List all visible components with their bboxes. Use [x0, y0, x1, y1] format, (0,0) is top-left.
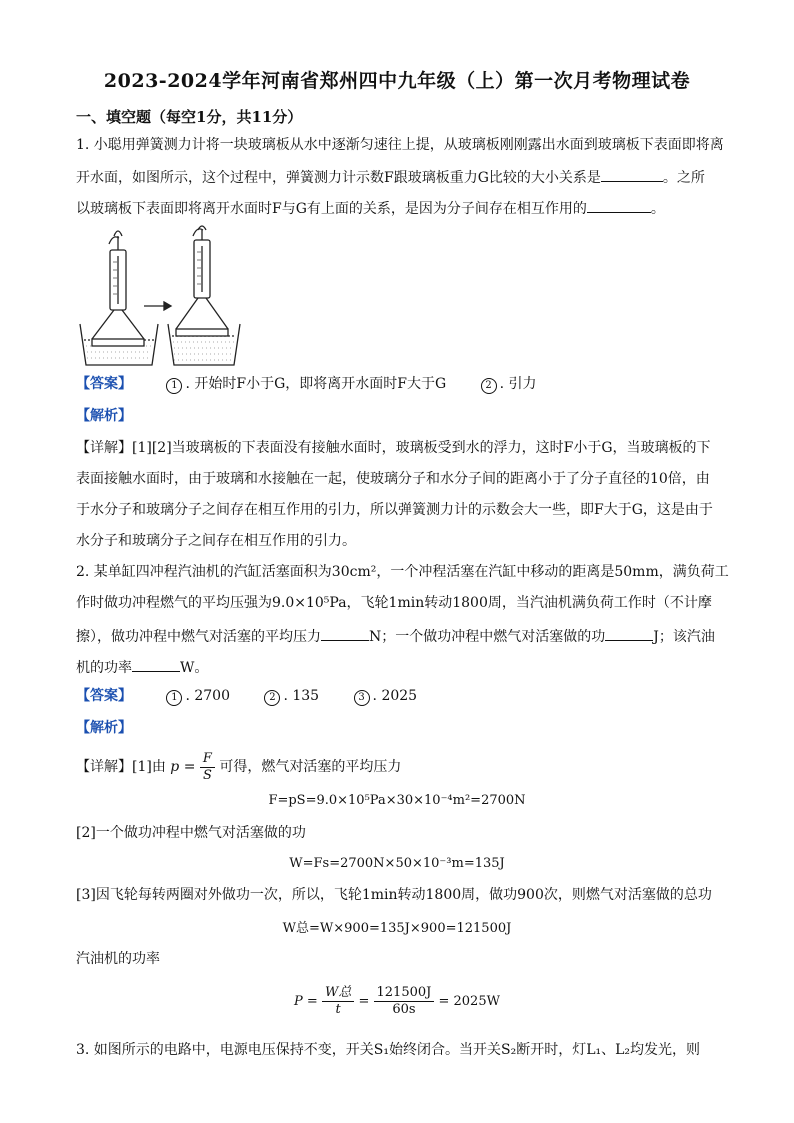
circle-number: 1 — [166, 690, 182, 706]
q2-text: J；该汽油 — [653, 629, 715, 645]
q1-detail-3: 于水分子和玻璃分子之间存在相互作用的引力，所以弹簧测力计的示数会大一些，即F大于G，这是由于 — [76, 502, 713, 518]
q1-line-2 — [76, 165, 705, 188]
equation-4: P = $\frac{\text{W总}}{t}$ = $\frac{121500J}{60s}$ = 2025W — [294, 985, 500, 1017]
q2-text: 可得，燃气对活塞的平均压力 — [219, 759, 402, 775]
q2-answer: 【答案】 1 . 2700 2 . 135 3 . 2025 — [76, 688, 418, 704]
circle-number: 2 — [264, 690, 280, 706]
right-beaker — [168, 226, 240, 365]
circle-number: 1 — [166, 378, 182, 394]
q1-detail-4: 水分子和玻璃分子之间存在相互作用的引力。 — [76, 533, 356, 549]
q1-text: 以玻璃板下表面即将离开水面时F与G有上面的关系，是因为分子间存在相互作用的 — [76, 201, 587, 217]
fraction-w-over-t — [322, 985, 354, 1018]
frac-num: 121500J — [374, 985, 435, 1002]
q2-text: 机的功率 — [76, 660, 132, 676]
answer-label: 【答案】 — [76, 376, 132, 392]
formula-p: p = — [170, 759, 196, 775]
q2-text: 擦），做功冲程中燃气对活塞的平均压力 — [76, 629, 321, 645]
fraction-f-over-s — [200, 751, 215, 784]
answer-blank[interactable] — [601, 165, 663, 182]
answer-blank[interactable] — [321, 624, 369, 641]
q3-line-1: 3. 如图所示的电路中，电源电压保持不变，开关S₁始终闭合。当开关S₂断开时，灯L₁、L₂均发光，则 — [76, 1042, 701, 1058]
frac-den: t — [335, 1002, 341, 1017]
q1-detail-2: 表面接触水面时，由于玻璃和水接触在一起，使玻璃分子和水分子间的距离小于了分子直径的10倍，由 — [76, 471, 710, 487]
q2-line-3 — [76, 624, 715, 647]
frac-den: 60s — [392, 1002, 416, 1017]
q2-detail-3: [3]因飞轮每转两圈对外做功一次，所以，飞轮1min转动1800周，做功900次，则燃气对活塞做的总功 — [76, 887, 712, 903]
q2-line-1: 2. 某单缸四冲程汽油机的汽缸活塞面积为30cm²，一个冲程活塞在汽缸中移动的距离是50mm，满负荷工 — [76, 564, 729, 580]
answer-2: 135 — [292, 688, 320, 704]
q2-line-4 — [76, 655, 208, 678]
q2-text: W。 — [180, 660, 209, 676]
fraction-values — [374, 985, 435, 1018]
q1-line-3 — [76, 196, 665, 219]
circle-number: 3 — [354, 690, 370, 706]
formula-p: P = — [294, 994, 318, 1009]
circle-number: 2 — [481, 378, 497, 394]
q1-detail-1: 【详解】[1][2]当玻璃板的下表面没有接触水面时，玻璃板受到水的浮力，这时F小于G，当玻璃板的下 — [76, 440, 711, 456]
q1-text: 。之所 — [662, 170, 705, 186]
arrow-right-icon — [144, 302, 171, 310]
equation-result: = 2025W — [438, 994, 500, 1009]
q2-text: 【详解】[1]由 — [76, 759, 166, 775]
answer-3: 2025 — [381, 688, 418, 704]
glass-plate-figure — [76, 224, 241, 370]
q2-line-2: 作时做功冲程燃气的平均压强为9.0×10⁵Pa，飞轮1min转动1800周，当汽油机满负荷工作时（不计摩 — [76, 595, 712, 611]
q2-text: N；一个做功冲程中燃气对活塞做的功 — [369, 629, 606, 645]
answer-blank[interactable] — [132, 655, 180, 672]
answer-label: 【答案】 — [76, 688, 132, 704]
answer-1: 开始时F小于G，即将离开水面时F大于G — [194, 376, 447, 392]
q1-text: 。 — [650, 201, 665, 217]
analysis-label: 【解析】 — [76, 408, 132, 424]
equation-2: W=Fs=2700N×50×10⁻³m=135J — [289, 856, 505, 871]
q1-answer: 【答案】 1 . 开始时F小于G，即将离开水面时F大于G 2 . 引力 — [76, 376, 537, 392]
q2-detail-4: 汽油机的功率 — [76, 951, 160, 967]
q2-detail-1 — [76, 750, 401, 784]
page-title: 2023-2024学年河南省郑州四中九年级（上）第一次月考物理试卷 — [103, 70, 691, 92]
answer-blank[interactable] — [587, 196, 651, 213]
answer-blank[interactable] — [605, 624, 653, 641]
section-heading: 一、填空题（每空1分，共11分） — [76, 108, 303, 126]
analysis-label: 【解析】 — [76, 720, 132, 736]
frac-num: F — [200, 751, 215, 768]
q1-line-1: 1. 小聪用弹簧测力计将一块玻璃板从水中逐渐匀速往上提，从玻璃板刚刚露出水面到玻璃板下表面即将离 — [76, 137, 724, 153]
left-beaker — [80, 231, 158, 365]
q1-text: 开水面，如图所示，这个过程中，弹簧测力计示数F跟玻璃板重力G比较的大小关系是 — [76, 170, 601, 186]
frac-num: W总 — [322, 985, 354, 1002]
frac-den: S — [202, 767, 212, 783]
q2-detail-2: [2]一个做功冲程中燃气对活塞做的功 — [76, 825, 306, 841]
equation-1: F=pS=9.0×10⁵Pa×30×10⁻⁴m²=2700N — [268, 793, 526, 808]
answer-2: 引力 — [508, 376, 537, 392]
equation-3: W总=W×900=135J×900=121500J — [282, 921, 512, 936]
answer-1: 2700 — [194, 688, 230, 704]
